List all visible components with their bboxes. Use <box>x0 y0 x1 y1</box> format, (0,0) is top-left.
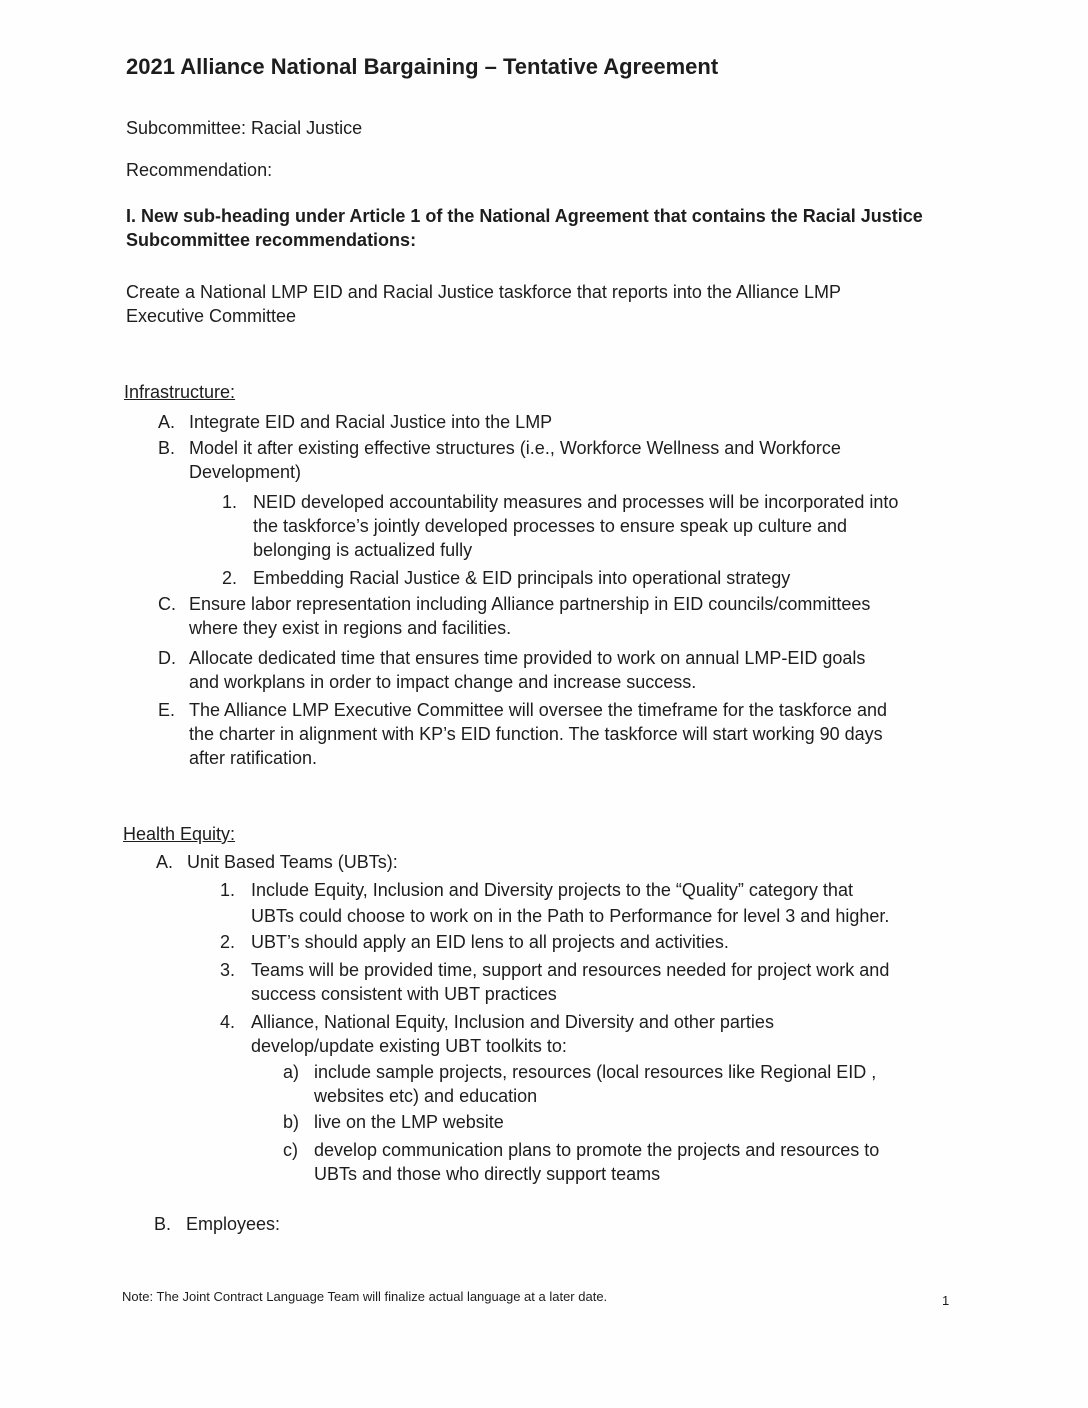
list-item: the taskforce’s jointly developed processes to ensure speak up culture and <box>253 516 848 536</box>
list-item: where they exist in regions and facilities. <box>189 618 512 638</box>
list-item: success consistent with UBT practices <box>251 984 557 1004</box>
intro-line-2: Executive Committee <box>126 306 297 326</box>
list-marker: C. <box>158 594 176 614</box>
list-marker: B. <box>158 438 176 458</box>
health-equity-heading: Health Equity: <box>123 824 236 844</box>
list-marker: D. <box>158 648 176 668</box>
list-marker: 3. <box>220 960 236 980</box>
list-item: Embedding Racial Justice & EID principals into operational strategy <box>253 568 791 588</box>
list-item: develop/update existing UBT toolkits to: <box>251 1036 567 1056</box>
list-item: UBTs and those who directly support teams <box>314 1164 661 1184</box>
list-marker: A. <box>158 412 176 432</box>
list-marker: c) <box>283 1140 298 1160</box>
list-item: Unit Based Teams (UBTs): <box>187 852 398 872</box>
list-marker: 2. <box>220 932 236 952</box>
list-item: Model it after existing effective structures (i.e., Workforce Wellness and Workforce <box>189 438 841 458</box>
list-marker: E. <box>158 700 176 720</box>
list-item: NEID developed accountability measures and processes will be incorporated into <box>253 492 899 512</box>
list-item: Teams will be provided time, support and resources needed for project work and <box>251 960 890 980</box>
recommendation-label: Recommendation: <box>126 160 273 180</box>
list-item: Development) <box>189 462 302 482</box>
list-marker: 2. <box>222 568 238 588</box>
list-marker: 1. <box>220 880 236 900</box>
list-marker: b) <box>283 1112 300 1132</box>
list-item: include sample projects, resources (local resources like Regional EID , <box>314 1062 877 1082</box>
list-marker: a) <box>283 1062 300 1082</box>
page-number: 1 <box>942 1293 950 1308</box>
list-marker: A. <box>156 852 174 872</box>
list-item: Alliance, National Equity, Inclusion and Diversity and other parties <box>251 1012 774 1032</box>
list-item: after ratification. <box>189 748 318 768</box>
intro-line-1: Create a National LMP EID and Racial Justice taskforce that reports into the Alliance LMP <box>126 282 842 302</box>
section-heading-line-1: I. New sub-heading under Article 1 of the National Agreement that contains the Racial Justice <box>126 206 923 226</box>
list-item: and workplans in order to impact change and increase success. <box>189 672 697 692</box>
list-item: UBT’s should apply an EID lens to all projects and activities. <box>251 932 729 952</box>
list-item: Integrate EID and Racial Justice into the LMP <box>189 412 553 432</box>
list-item: the charter in alignment with KP’s EID function. The taskforce will start working 90 days <box>189 724 883 744</box>
footer-note: Note: The Joint Contract Language Team will finalize actual language at a later date. <box>122 1289 608 1304</box>
section-heading-line-2: Subcommittee recommendations: <box>126 230 417 250</box>
list-item: Employees: <box>186 1214 281 1234</box>
list-marker: 4. <box>220 1012 236 1032</box>
list-item: Include Equity, Inclusion and Diversity projects to the “Quality” category that <box>251 880 853 900</box>
subcommittee-line: Subcommittee: Racial Justice <box>126 118 363 138</box>
list-item: websites etc) and education <box>314 1086 538 1106</box>
list-item: Ensure labor representation including Alliance partnership in EID councils/committees <box>189 594 871 614</box>
list-item: belonging is actualized fully <box>253 540 473 560</box>
list-marker: B. <box>154 1214 172 1234</box>
infrastructure-heading: Infrastructure: <box>124 382 236 402</box>
list-item: UBTs could choose to work on in the Path to Performance for level 3 and higher. <box>251 906 890 926</box>
list-item: develop communication plans to promote the projects and resources to <box>314 1140 880 1160</box>
list-item: Allocate dedicated time that ensures time provided to work on annual LMP-EID goals <box>189 648 866 668</box>
list-item: live on the LMP website <box>314 1112 504 1132</box>
document-title: 2021 Alliance National Bargaining – Tentative Agreement <box>126 54 719 79</box>
list-item: The Alliance LMP Executive Committee will oversee the timeframe for the taskforce and <box>189 700 887 720</box>
list-marker: 1. <box>222 492 238 512</box>
